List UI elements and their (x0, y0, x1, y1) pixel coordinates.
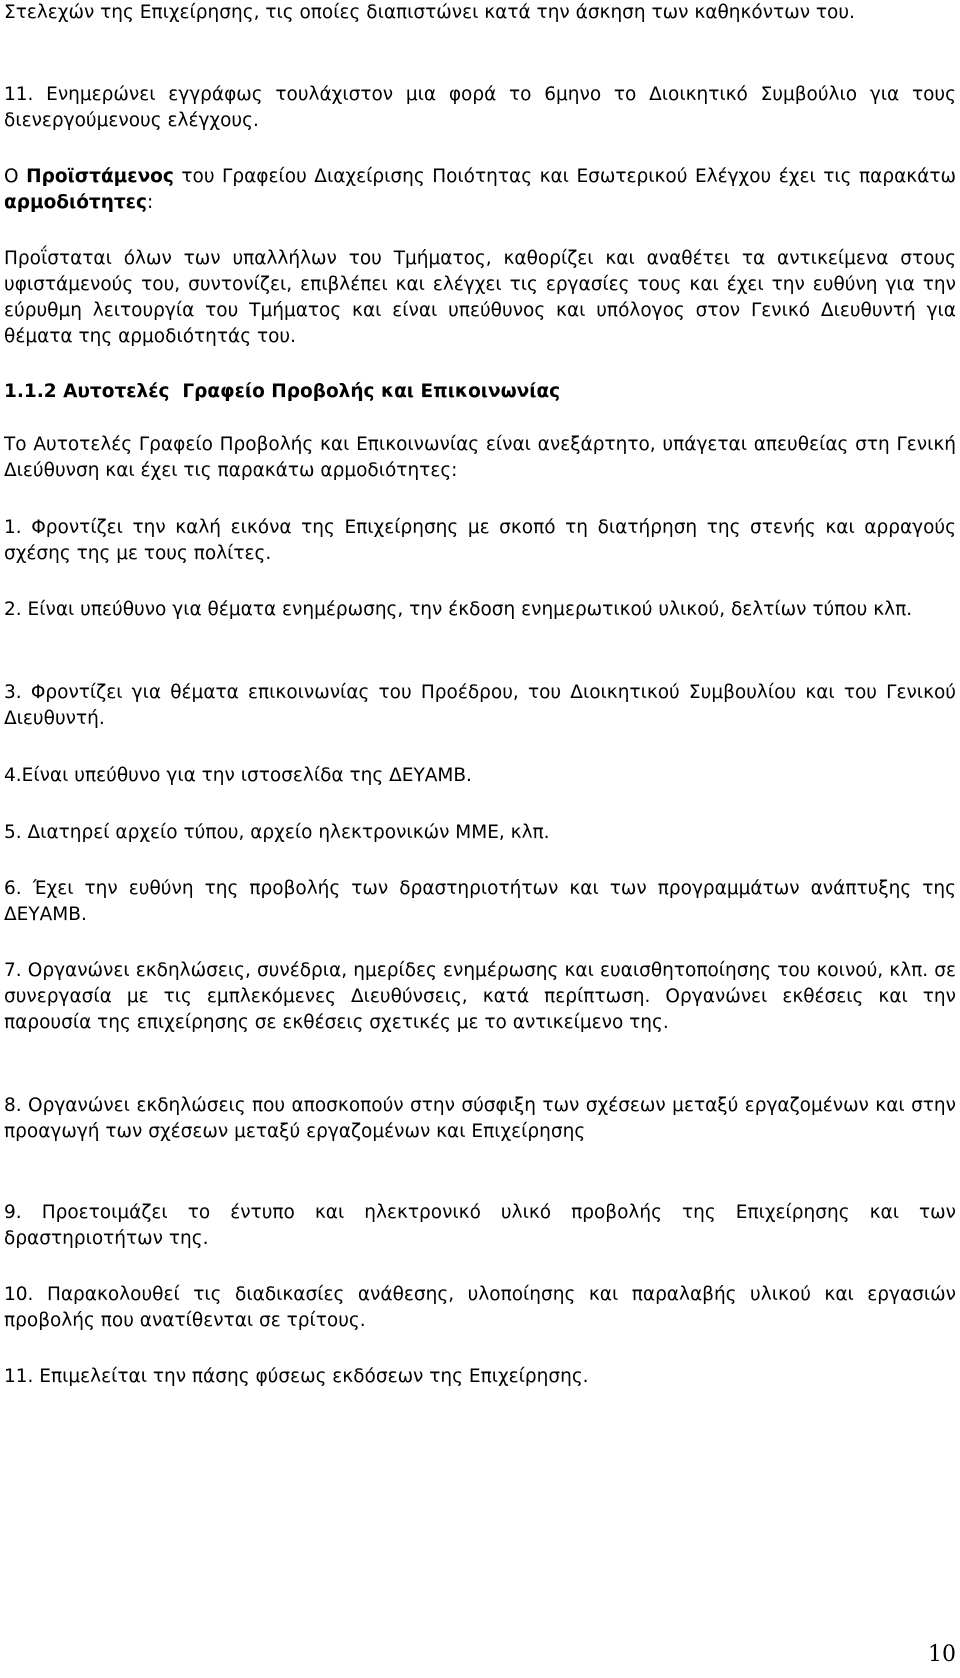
list-item-10: 10. Παρακολουθεί τις διαδικασίες ανάθεσης, υλοποίησης και παραλαβής υλικού και εργασιών προβολής που ανατίθενται σε τρίτους. (4, 1284, 956, 1331)
list-item-8: 8. Οργανώνει εκδηλώσεις που αποσκοπούν στην σύσφιξη των σχέσεων μεταξύ εργαζομένων και στην προαγωγή των σχέσεων μεταξύ εργαζομένων και Επιχείρησης (4, 1095, 956, 1142)
list-item-6: 6. Έχει την ευθύνη της προβολής των δραστηριοτήτων και των προγραμμάτων ανάπτυξης της ΔΕΥΑΜΒ. (4, 878, 956, 925)
top-paragraph: Στελεχών της Επιχείρησης, τις οποίες διαπιστώνει κατά την άσκηση των καθηκόντων του. (4, 2, 855, 23)
head-duties-paragraph: Προΐσταται όλων των υπαλλήλων του Τμήματος, καθορίζει και αναθέτει τα αντικείμενα στους υφιστάμενούς του, συντονίζει, επιβλέπει και ελέγχει τις εργασίες τους και έχει την ευθύνη για την εύρυθμη λειτουργία του Τμήματος και είναι υπεύθυνος και υπόλογος στον Γενικό Διευθυντή για θέματα της αρμοδιότητάς του. (4, 248, 956, 347)
list-item-3: 3. Φροντίζει για θέματα επικοινωνίας του Προέδρου, του Διοικητικού Συμβουλίου και του Γενικού Διευθυντή. (4, 682, 956, 729)
list-item-4: 4.Είναι υπεύθυνο για την ιστοσελίδα της ΔΕΥΑΜΒ. (4, 765, 472, 786)
head-intro-part-3: του Γραφείου Διαχείρισης Ποιότητας και Εσωτερικού Ελέγχου έχει τις παρακάτω (173, 166, 956, 187)
head-intro-duties-bold: αρμοδιότητες (4, 192, 147, 213)
head-intro-part-5: : (146, 192, 154, 213)
section-heading: 1.1.2 Αυτοτελές Γραφείο Προβολής και Επικοινωνίας (4, 381, 561, 402)
list-item-7: 7. Οργανώνει εκδηλώσεις, συνέδρια, ημερίδες ενημέρωσης και ευαισθητοποίησης του κοινού, κλπ. σε συνεργασία με τις εμπλεκόμενες Διευθύνσεις, κατά περίπτωση. Οργανώνει εκθέσεις και την παρουσία της επιχείρησης σε εκθέσεις σχετικές με το αντικείμενο της. (4, 960, 956, 1033)
section-intro-paragraph: Το Αυτοτελές Γραφείο Προβολής και Επικοινωνίας είναι ανεξάρτητο, υπάγεται απευθείας στη Γενική Διεύθυνση και έχει τις παρακάτω αρμοδιότητες: (4, 434, 956, 481)
page-number: 10 (928, 1642, 956, 1667)
list-item-2: 2. Είναι υπεύθυνο για θέματα ενημέρωσης, την έκδοση ενημερωτικού υλικού, δελτίων τύπου κλπ. (4, 599, 913, 620)
list-item-9: 9. Προετοιμάζει το έντυπο και ηλεκτρονικό υλικό προβολής της Επιχείρησης και των δραστηριοτήτων της. (4, 1202, 956, 1249)
head-intro-paragraph (4, 164, 956, 216)
list-item-5: 5. Διατηρεί αρχείο τύπου, αρχείο ηλεκτρονικών ΜΜΕ, κλπ. (4, 822, 550, 843)
previous-item-11: 11. Ενημερώνει εγγράφως τουλάχιστον μια φορά το 6μηνο το Διοικητικό Συμβούλιο για τους διενεργούμενους ελέγχους. (4, 84, 956, 131)
list-item-11: 11. Επιμελείται την πάσης φύσεως εκδόσεων της Επιχείρησης. (4, 1366, 589, 1387)
head-intro-title-bold: Προϊστάμενος (26, 166, 174, 187)
list-item-1: 1. Φροντίζει την καλή εικόνα της Επιχείρησης με σκοπό τη διατήρηση της στενής και αρραγούς σχέσης της με τους πολίτες. (4, 517, 956, 564)
head-intro-part-1: Ο (4, 166, 27, 187)
